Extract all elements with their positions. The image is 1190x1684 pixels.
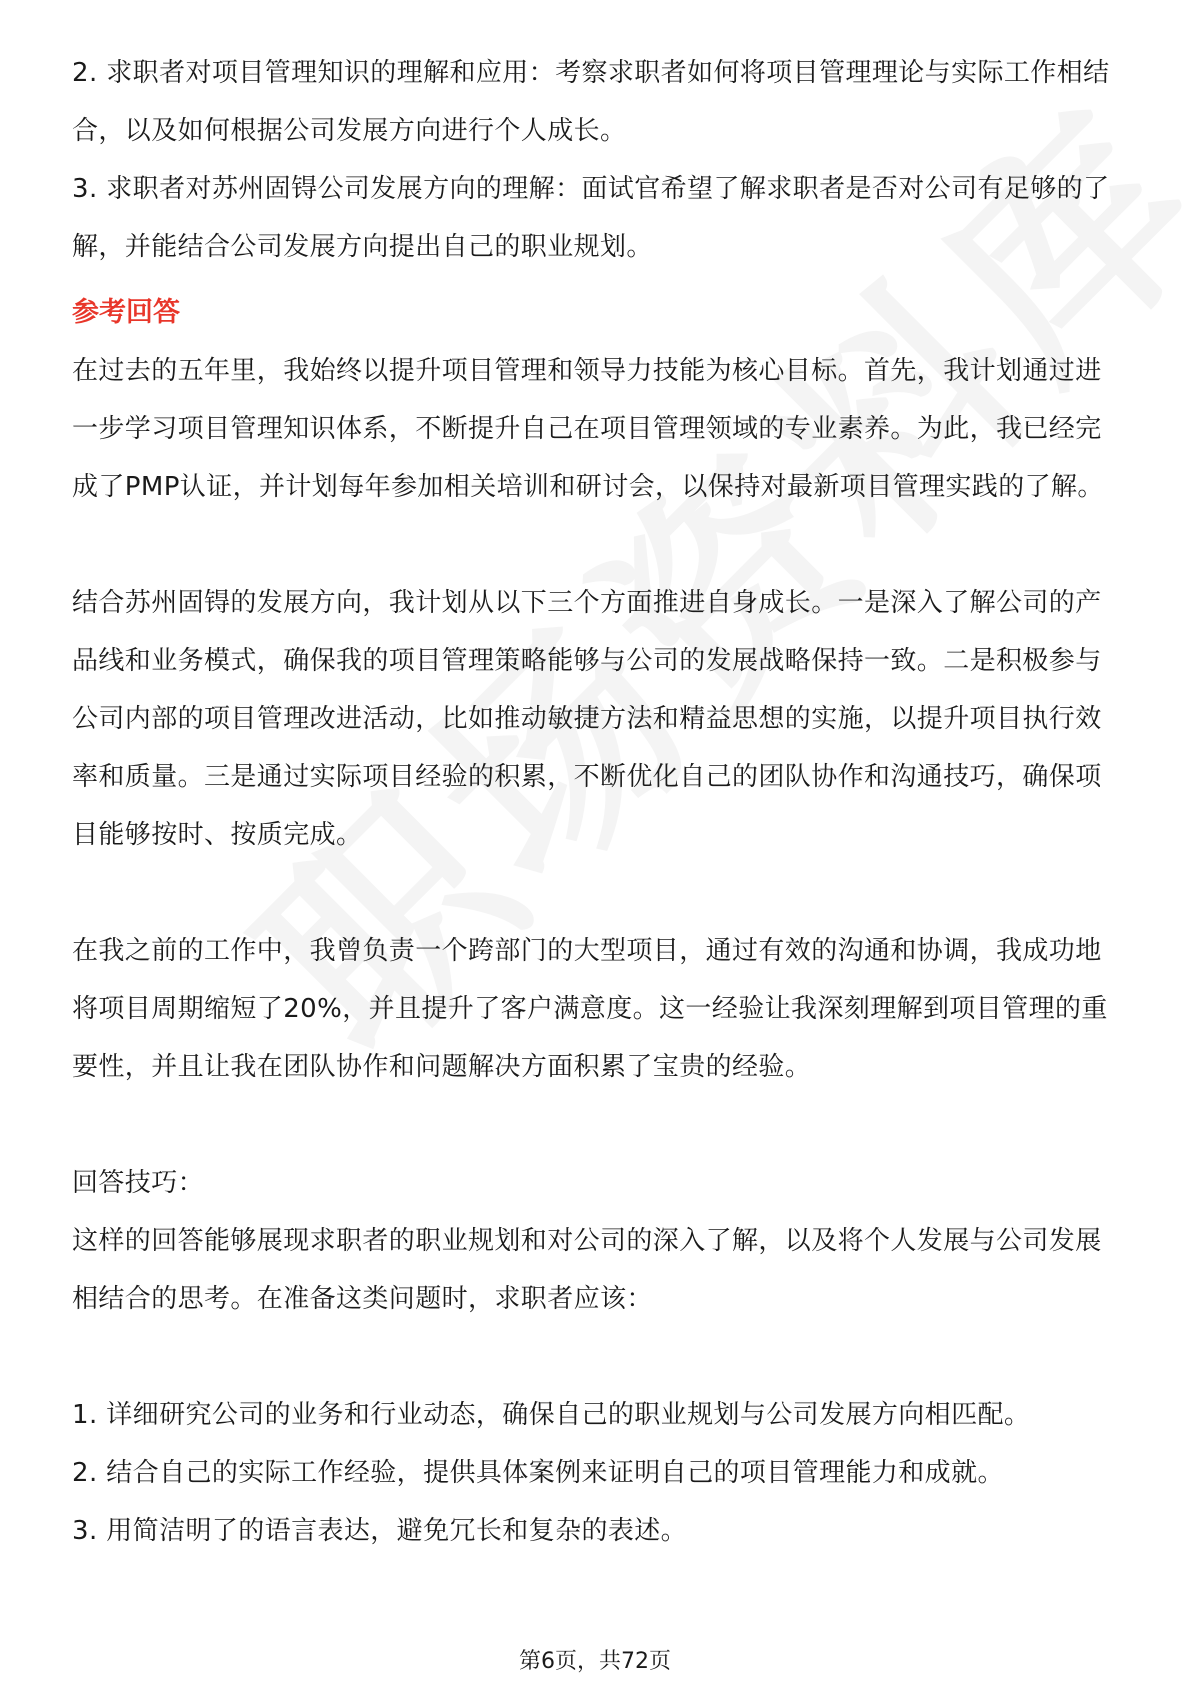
document-body — [72, 44, 1122, 1560]
list-item: 1. 详细研究公司的业务和行业动态，确保自己的职业规划与公司发展方向相匹配。 — [72, 1400, 1031, 1430]
paragraph-spacer — [72, 516, 1122, 574]
paragraph-spacer — [72, 864, 1122, 922]
tips-intro: 这样的回答能够展现求职者的职业规划和对公司的深入了解，以及将个人发展与公司发展相结合的思考。在准备这类问题时，求职者应该： — [72, 1226, 1102, 1314]
paragraph-spacer — [72, 1328, 1122, 1386]
answer-paragraph: 结合苏州固锝的发展方向，我计划从以下三个方面推进自身成长。一是深入了解公司的产品线和业务模式，确保我的项目管理策略能够与公司的发展战略保持一致。二是积极参与公司内部的项目管理改进活动，比如推动敏捷方法和精益思想的实施，以提升项目执行效率和质量。三是通过实际项目经验的积累，不断优化自己的团队协作和沟通技巧，确保项目能够按时、按质完成。 — [72, 588, 1102, 850]
answer-paragraph: 在我之前的工作中，我曾负责一个跨部门的大型项目，通过有效的沟通和协调，我成功地将项目周期缩短了20%，并且提升了客户满意度。这一经验让我深刻理解到项目管理的重要性，并且让我在团队协作和问题解决方面积累了宝贵的经验。 — [72, 936, 1108, 1082]
list-item: 2. 结合自己的实际工作经验，提供具体案例来证明自己的项目管理能力和成就。 — [72, 1458, 1004, 1488]
list-item: 3. 求职者对苏州固锝公司发展方向的理解：面试官希望了解求职者是否对公司有足够的了解，并能结合公司发展方向提出自己的职业规划。 — [72, 174, 1110, 262]
reference-answer-heading: 参考回答 — [72, 297, 180, 328]
list-item: 2. 求职者对项目管理知识的理解和应用：考察求职者如何将项目管理理论与实际工作相结合，以及如何根据公司发展方向进行个人成长。 — [72, 58, 1110, 146]
list-item: 3. 用简洁明了的语言表达，避免冗长和复杂的表述。 — [72, 1516, 688, 1546]
page-number: 第6页，共72页 — [519, 1649, 671, 1674]
tips-heading: 回答技巧： — [72, 1168, 205, 1198]
answer-paragraph: 在过去的五年里，我始终以提升项目管理和领导力技能为核心目标。首先，我计划通过进一步学习项目管理知识体系，不断提升自己在项目管理领域的专业素养。为此，我已经完成了PMP认证，并计划每年参加相关培训和研讨会，以保持对最新项目管理实践的了解。 — [72, 356, 1104, 502]
paragraph-spacer — [72, 1096, 1122, 1154]
